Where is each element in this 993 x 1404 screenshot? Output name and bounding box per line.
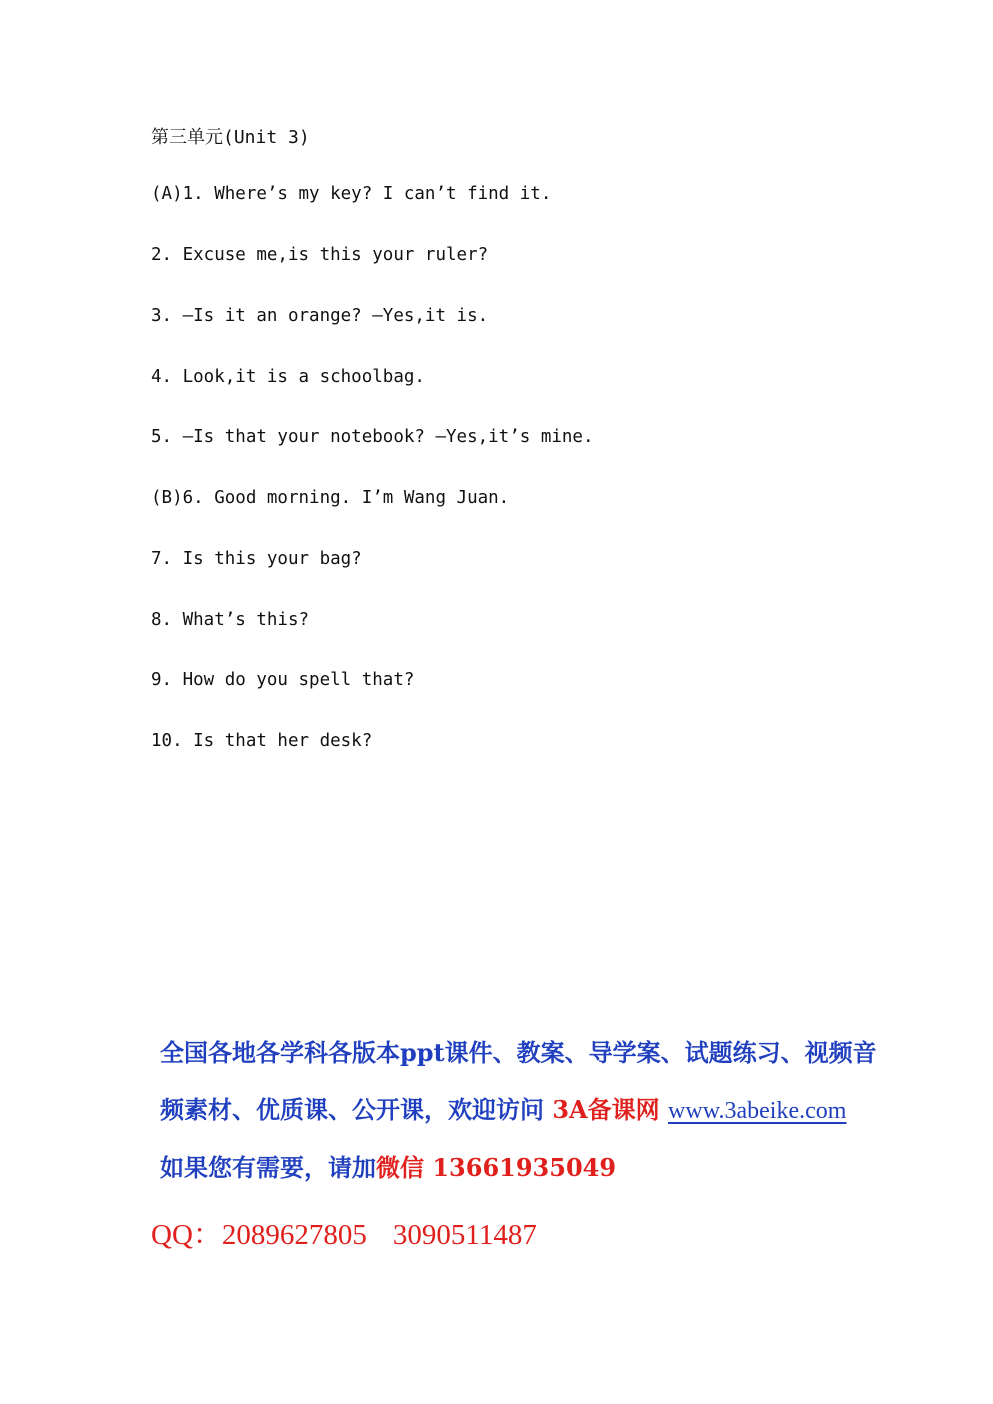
qq-number-2: 3090511487 (392, 1219, 537, 1251)
advert-line-3-text: 如果您有需要，请加 (160, 1153, 376, 1182)
answer-line-1: (A)1. Where’s my key? I can’t find it. (151, 184, 552, 204)
advert-line-3 (160, 1148, 616, 1183)
answer-line-3: 3. —Is it an orange? —Yes,it is. (151, 306, 489, 326)
unit-heading: 第三单元(Unit 3) (151, 127, 310, 148)
advert-line-2 (160, 1090, 846, 1125)
qq-number-1: QQ：2089627805 (151, 1219, 367, 1251)
advert-brand: 3A备课网 (552, 1095, 660, 1124)
advert-qq (151, 1212, 537, 1253)
advert-line-2-text: 频素材、优质课、公开课，欢迎访问 (160, 1095, 553, 1124)
advert-url-link[interactable]: www.3abeike.com (668, 1098, 847, 1124)
answer-line-10: 10. Is that her desk? (151, 731, 373, 751)
answer-line-4: 4. Look,it is a schoolbag. (151, 367, 425, 387)
answer-line-9: 9. How do you spell that? (151, 670, 415, 690)
advert-line-1: 全国各地各学科各版本ppt课件、教案、导学案、试题练习、视频音 (160, 1038, 877, 1067)
answer-line-7: 7. Is this your bag? (151, 549, 362, 569)
answer-line-6: (B)6. Good morning. I’m Wang Juan. (151, 488, 510, 508)
answer-line-5: 5. —Is that your notebook? —Yes,it’s mine. (151, 427, 594, 447)
answer-line-8: 8. What’s this? (151, 610, 310, 630)
answer-line-2: 2. Excuse me,is this your ruler? (151, 245, 489, 265)
advert-wechat: 微信 13661935049 (376, 1153, 617, 1182)
